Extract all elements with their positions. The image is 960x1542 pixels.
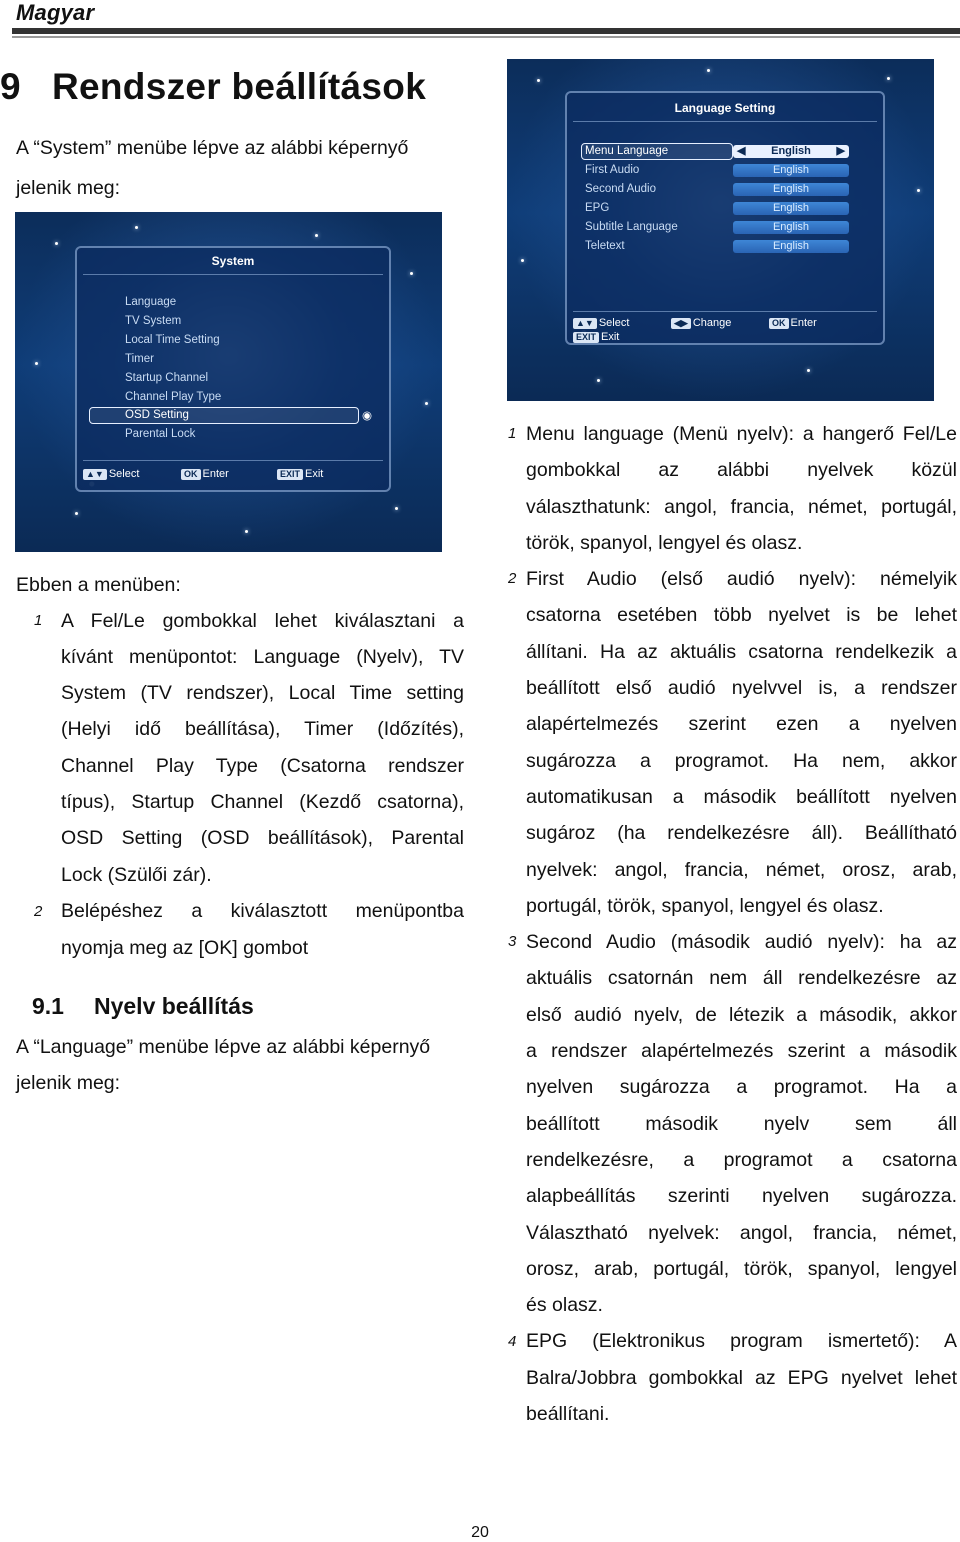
menu-item-startup-channel[interactable]: Startup Channel [125,372,209,384]
footer-exit: EXIT Exit [277,468,323,480]
footer-exit: EXIT Exit [573,331,619,343]
header-rule-thin [12,36,960,38]
exit-key-icon: EXIT [277,469,303,480]
arrow-right-icon[interactable]: ▶ [836,145,845,157]
list-line: választhatunk: angol, francia, német, portugál, [526,496,957,518]
list-line: aktuális csatornán nem áll rendelkezésre az [526,967,957,989]
list-line: török, spanyol, lengyel és olasz. [526,532,803,554]
list-number: 3 [508,933,517,951]
row-label-subtitle-language[interactable]: Subtitle Language [585,221,678,233]
list-line: Belépéshez a kiválasztott menüpontba [61,900,464,922]
list-line: Balra/Jobbra gombokkal az EPG nyelvet lehet [526,1367,957,1389]
footer-select: ▲▼ Select [83,468,139,480]
system-menu-title: System [211,254,255,268]
footer-select: ▲▼ Select [573,317,629,329]
ok-key-icon: OK [769,318,789,329]
list-line: portugál, török, spanyol, lengyel és olasz. [526,895,884,917]
language-setting-screen [507,59,934,401]
ok-key-icon: OK [181,469,201,480]
leftright-key-icon: ◀▶ [671,318,691,329]
value-subtitle-language[interactable]: English [733,221,849,234]
list-line: a rendszer alapértelmezés szerint a második [526,1040,957,1062]
row-label-first-audio[interactable]: First Audio [585,164,640,176]
updown-key-icon: ▲▼ [83,469,107,480]
language-menu-panel [565,91,885,345]
list-number: 2 [508,570,517,588]
list-line: alapbeállítás szerinti nyelven sugározza. [526,1185,957,1207]
list-line: sugároz (ha rendelkezésre áll). Beállítható [526,822,957,844]
footer-change: ◀▶ Change [671,317,731,329]
list-line: Channel Play Type (Csatorna rendszer [61,755,464,777]
section-intro-line: jelenik meg: [16,1072,121,1094]
menu-item-language[interactable]: Language [125,296,177,308]
footer-enter: OK Enter [181,468,229,480]
list-line: típus), Startup Channel (Kezdő csatorna), [61,791,464,813]
list-line: nyelvek: angol, francia, német, orosz, arab, [526,859,957,881]
header-rule [12,28,960,34]
value-second-audio[interactable]: English [733,183,849,196]
chapter-number: 9 [0,66,21,107]
section-number: 9.1 [32,993,64,1019]
chapter-title-text: Rendszer beállítások [52,66,427,107]
menu-item-parental-lock[interactable]: Parental Lock [125,428,196,440]
arrow-left-icon[interactable]: ◀ [737,145,746,157]
section-intro-line: A “Language” menübe lépve az alábbi képernyő [16,1036,431,1058]
list-line: A Fel/Le gombokkal lehet kiválasztani a [61,610,464,632]
row-label-epg[interactable]: EPG [585,202,610,214]
system-screen [15,212,442,552]
radio-selected-icon: ◉ [362,410,373,422]
lead-text: Ebben a menüben: [16,574,181,596]
footer-enter: OK Enter [769,317,817,329]
list-number: 2 [34,903,43,920]
updown-key-icon: ▲▼ [573,318,597,329]
menu-item-local-time[interactable]: Local Time Setting [125,334,220,346]
header-language: Magyar [16,0,95,25]
menu-item-tv-system[interactable]: TV System [125,315,182,327]
section-title [32,993,254,1020]
row-label-teletext[interactable]: Teletext [585,240,625,252]
list-line: OSD Setting (OSD beállítások), Parental [61,827,464,849]
list-line: Választható nyelvek: angol, francia, német, [526,1222,957,1244]
list-line: EPG (Elektronikus program ismertető): A [526,1330,957,1352]
value-first-audio[interactable]: English [733,164,849,177]
section-title-text: Nyelv beállítás [93,993,254,1019]
list-line: rendelkezésre, a programot a csatorna [526,1149,957,1171]
list-line: és olasz. [526,1294,603,1316]
list-line: Lock (Szülői zár). [61,864,212,886]
chapter-title [0,66,426,108]
list-line: orosz, arab, portugál, török, spanyol, lengyel [526,1258,957,1280]
menu-item-timer[interactable]: Timer [125,353,154,365]
row-label-menu-language[interactable]: Menu Language [585,145,669,157]
list-line: nyomja meg az [OK] gombot [61,937,309,959]
intro-line-2: jelenik meg: [16,177,121,199]
list-line: beállítani. [526,1403,610,1425]
list-line: beállított első audió nyelvvel is, a rendszer [526,677,957,699]
list-line: sugározza a programot. Ha nem, akkor [526,750,957,772]
list-line: automatikusan a második beállított nyelven [526,786,957,808]
language-menu-title: Language Setting [674,101,776,115]
intro-line-1: A “System” menübe lépve az alábbi képernyő [16,137,409,159]
system-menu-panel [75,246,391,492]
list-number: 1 [508,425,517,442]
list-number: 1 [34,612,43,629]
row-label-second-audio[interactable]: Second Audio [585,183,656,195]
list-line: System (TV rendszer), Local Time setting [61,682,464,704]
list-line: beállított második nyelv sem áll [526,1113,957,1135]
list-line: Menu language (Menü nyelv): a hangerő Fel/Le [526,423,957,445]
value-epg[interactable]: English [733,202,849,215]
page-number: 20 [471,1524,489,1541]
menu-item-channel-play-type[interactable]: Channel Play Type [125,391,222,403]
list-line: gombokkal az alábbi nyelvek közül [526,459,957,481]
list-line: nyelven sugározza a programot. Ha a [526,1076,957,1098]
value-teletext[interactable]: English [733,240,849,253]
list-line: First Audio (első audió nyelv): némelyik [526,568,957,590]
exit-key-icon: EXIT [573,332,599,343]
list-line: első audió nyelv, de létezik a második, akkor [526,1004,957,1026]
list-line: állítani. Ha az aktuális csatorna rendelkezik a [526,641,957,663]
list-line: (Helyi idő beállítása), Timer (Időzítés), [61,718,464,740]
value-menu-language[interactable]: ◀ English ▶ [733,145,849,158]
menu-item-osd-setting[interactable]: OSD Setting [125,409,189,421]
list-line: alapértelmezés szerint ezen a nyelven [526,713,957,735]
list-number: 4 [508,1332,517,1350]
list-line: csatorna esetében több nyelvet is be lehet [526,604,957,626]
list-line: kívánt menüpontot: Language (Nyelv), TV [61,646,464,668]
list-line: Second Audio (második audió nyelv): ha az [526,931,957,953]
